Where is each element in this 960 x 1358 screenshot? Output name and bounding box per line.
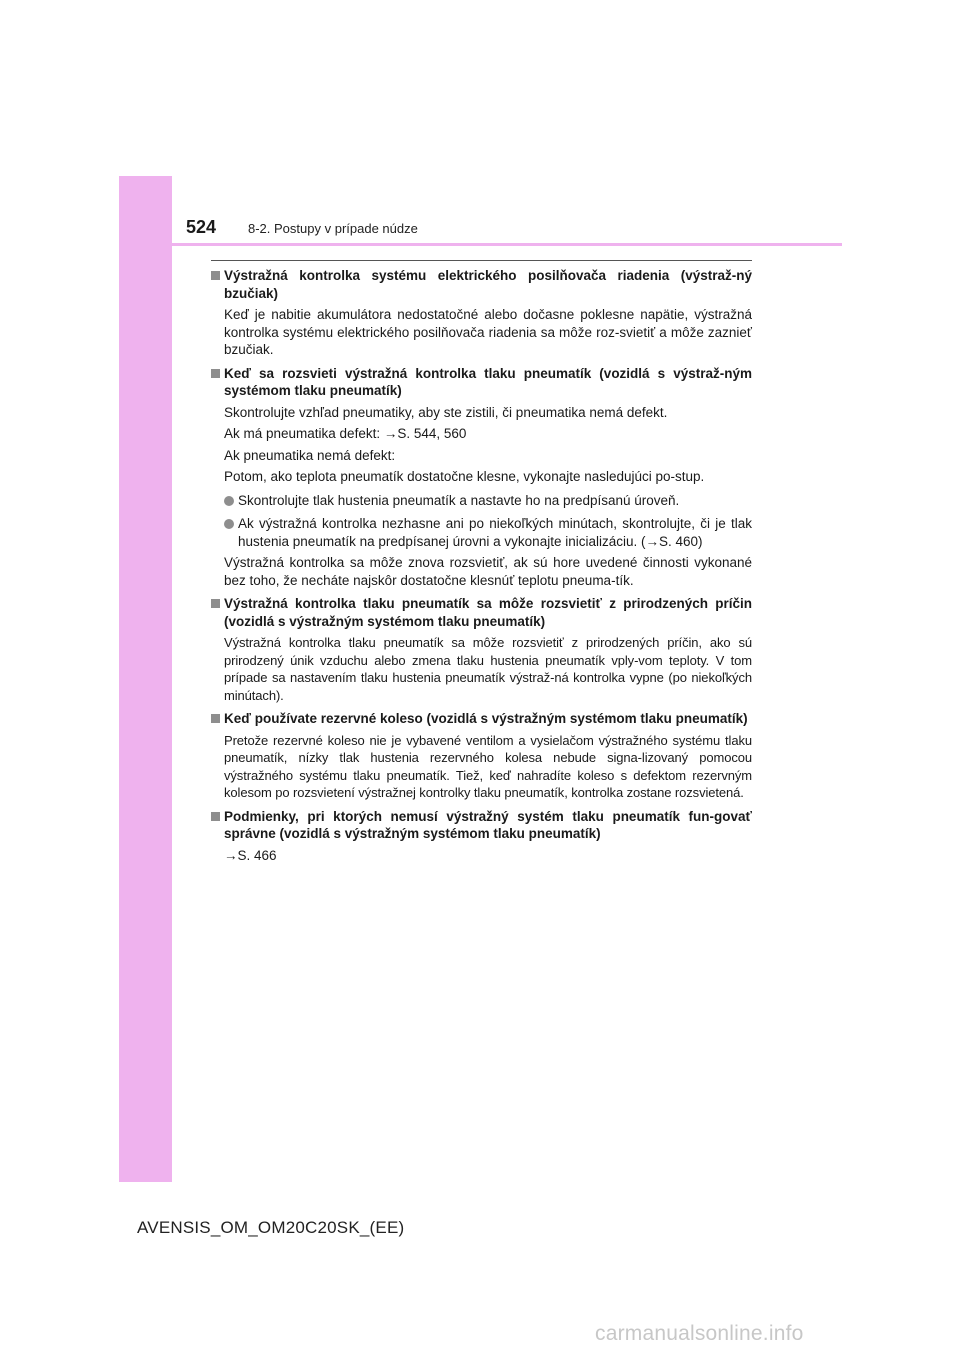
header-rule: [119, 243, 842, 246]
paragraph: Skontrolujte vzhľad pneumatiky, aby ste zistili, či pneumatika nemá defekt.: [224, 404, 668, 420]
item-title-text: Výstražná kontrolka tlaku pneumatík sa môže rozsvietiť z prirodzených príčin (vozidlá s výstražným systémom tlaku pneumatík): [224, 596, 752, 629]
page-number: 524: [186, 217, 217, 237]
item-title: [211, 365, 752, 400]
item-title: [211, 808, 752, 843]
paragraph: Keď je nabitie akumulátora nedostatočné alebo dočasne poklesne napätie, výstražná kontrolka systému elektrického posilňovača riadenia sa môže roz-svietiť a môže zaznieť bzučiak.: [224, 307, 752, 357]
footer-document-code: AVENSIS_OM_OM20C20SK_(EE): [137, 1218, 405, 1237]
paragraph: Ak pneumatika nemá defekt:: [224, 447, 396, 463]
content-divider: [211, 260, 752, 261]
item-title-text: Keď používate rezervné koleso (vozidlá s výstražným systémom tlaku pneumatík): [224, 711, 748, 726]
paragraph: Výstražná kontrolka sa môže znova rozsvietiť, ak sú hore uvedené činnosti vykonané bez toho, že necháte najskôr dostatočne klesnúť teplotu pneuma-tík.: [224, 555, 752, 588]
paragraph: Potom, ako teplota pneumatík dostatočne klesne, vykonajte nasledujúci po-stup.: [224, 469, 705, 484]
paragraph: Výstražná kontrolka tlaku pneumatík sa môže rozsvietiť z prirodzených príčin, ako sú prirodzený únik vzduchu alebo zmena tlaku hustenia pneumatík vply-vom teploty. V tom prípade sa nastavením tlaku hustenia pneumatík výstraž-ná kontrolka vypne (po niekoľkých minútach).: [224, 635, 752, 703]
watermark: carmanualsonline.info: [595, 1322, 804, 1345]
item-title: [211, 267, 752, 302]
round-bullet-icon: [224, 519, 234, 529]
item-title-text: Podmienky, pri ktorých nemusí výstražný systém tlaku pneumatík fun-govať správne (vozidlá s výstražným systémom tlaku pneumatík): [224, 808, 752, 841]
square-bullet-icon: [211, 271, 220, 280]
section-header: 8-2. Postupy v prípade núdze: [248, 221, 418, 236]
list-item-text: Ak výstražná kontrolka nezhasne ani po niekoľkých minútach, skontrolujte, či je tlak hustenia pneumatík na predpísanej úrovni a vykonajte inicializáciu. (→S. 460): [238, 516, 752, 549]
side-tab-strip: [119, 176, 172, 1182]
list-item: [211, 492, 752, 510]
page-content: [211, 267, 752, 864]
paragraph: →S. 466: [224, 847, 277, 863]
paragraph: Pretože rezervné koleso nie je vybavené ventilom a vysielačom výstražného systému tlaku pneumatík, nízky tlak hustenia rezervného kolesa nebude signa-lizovaný pomocou výstražného systému tlaku pneumatík. Tiež, keď nahradíte koleso s defektom rezervným kolesom po rozsvietení výstražnej kontrolky tlaku pneumatík, kontrolka zostane rozsvietená.: [224, 732, 752, 800]
list-item-text: Skontrolujte tlak hustenia pneumatík a nastavte ho na predpísanú úroveň.: [238, 492, 680, 508]
item-title: [211, 595, 752, 630]
square-bullet-icon: [211, 714, 220, 723]
square-bullet-icon: [211, 812, 220, 821]
list-item: [211, 515, 752, 550]
square-bullet-icon: [211, 599, 220, 608]
paragraph: Ak má pneumatika defekt: →S. 544, 560: [224, 426, 467, 441]
item-title-text: Keď sa rozsvieti výstražná kontrolka tlaku pneumatík (vozidlá s výstraž-ným systémom tlaku pneumatík): [224, 365, 752, 398]
item-title-text: Výstražná kontrolka systému elektrického posilňovača riadenia (výstraž-ný bzučiak): [224, 268, 752, 301]
square-bullet-icon: [211, 369, 220, 378]
item-title: [211, 710, 752, 728]
round-bullet-icon: [224, 496, 234, 506]
